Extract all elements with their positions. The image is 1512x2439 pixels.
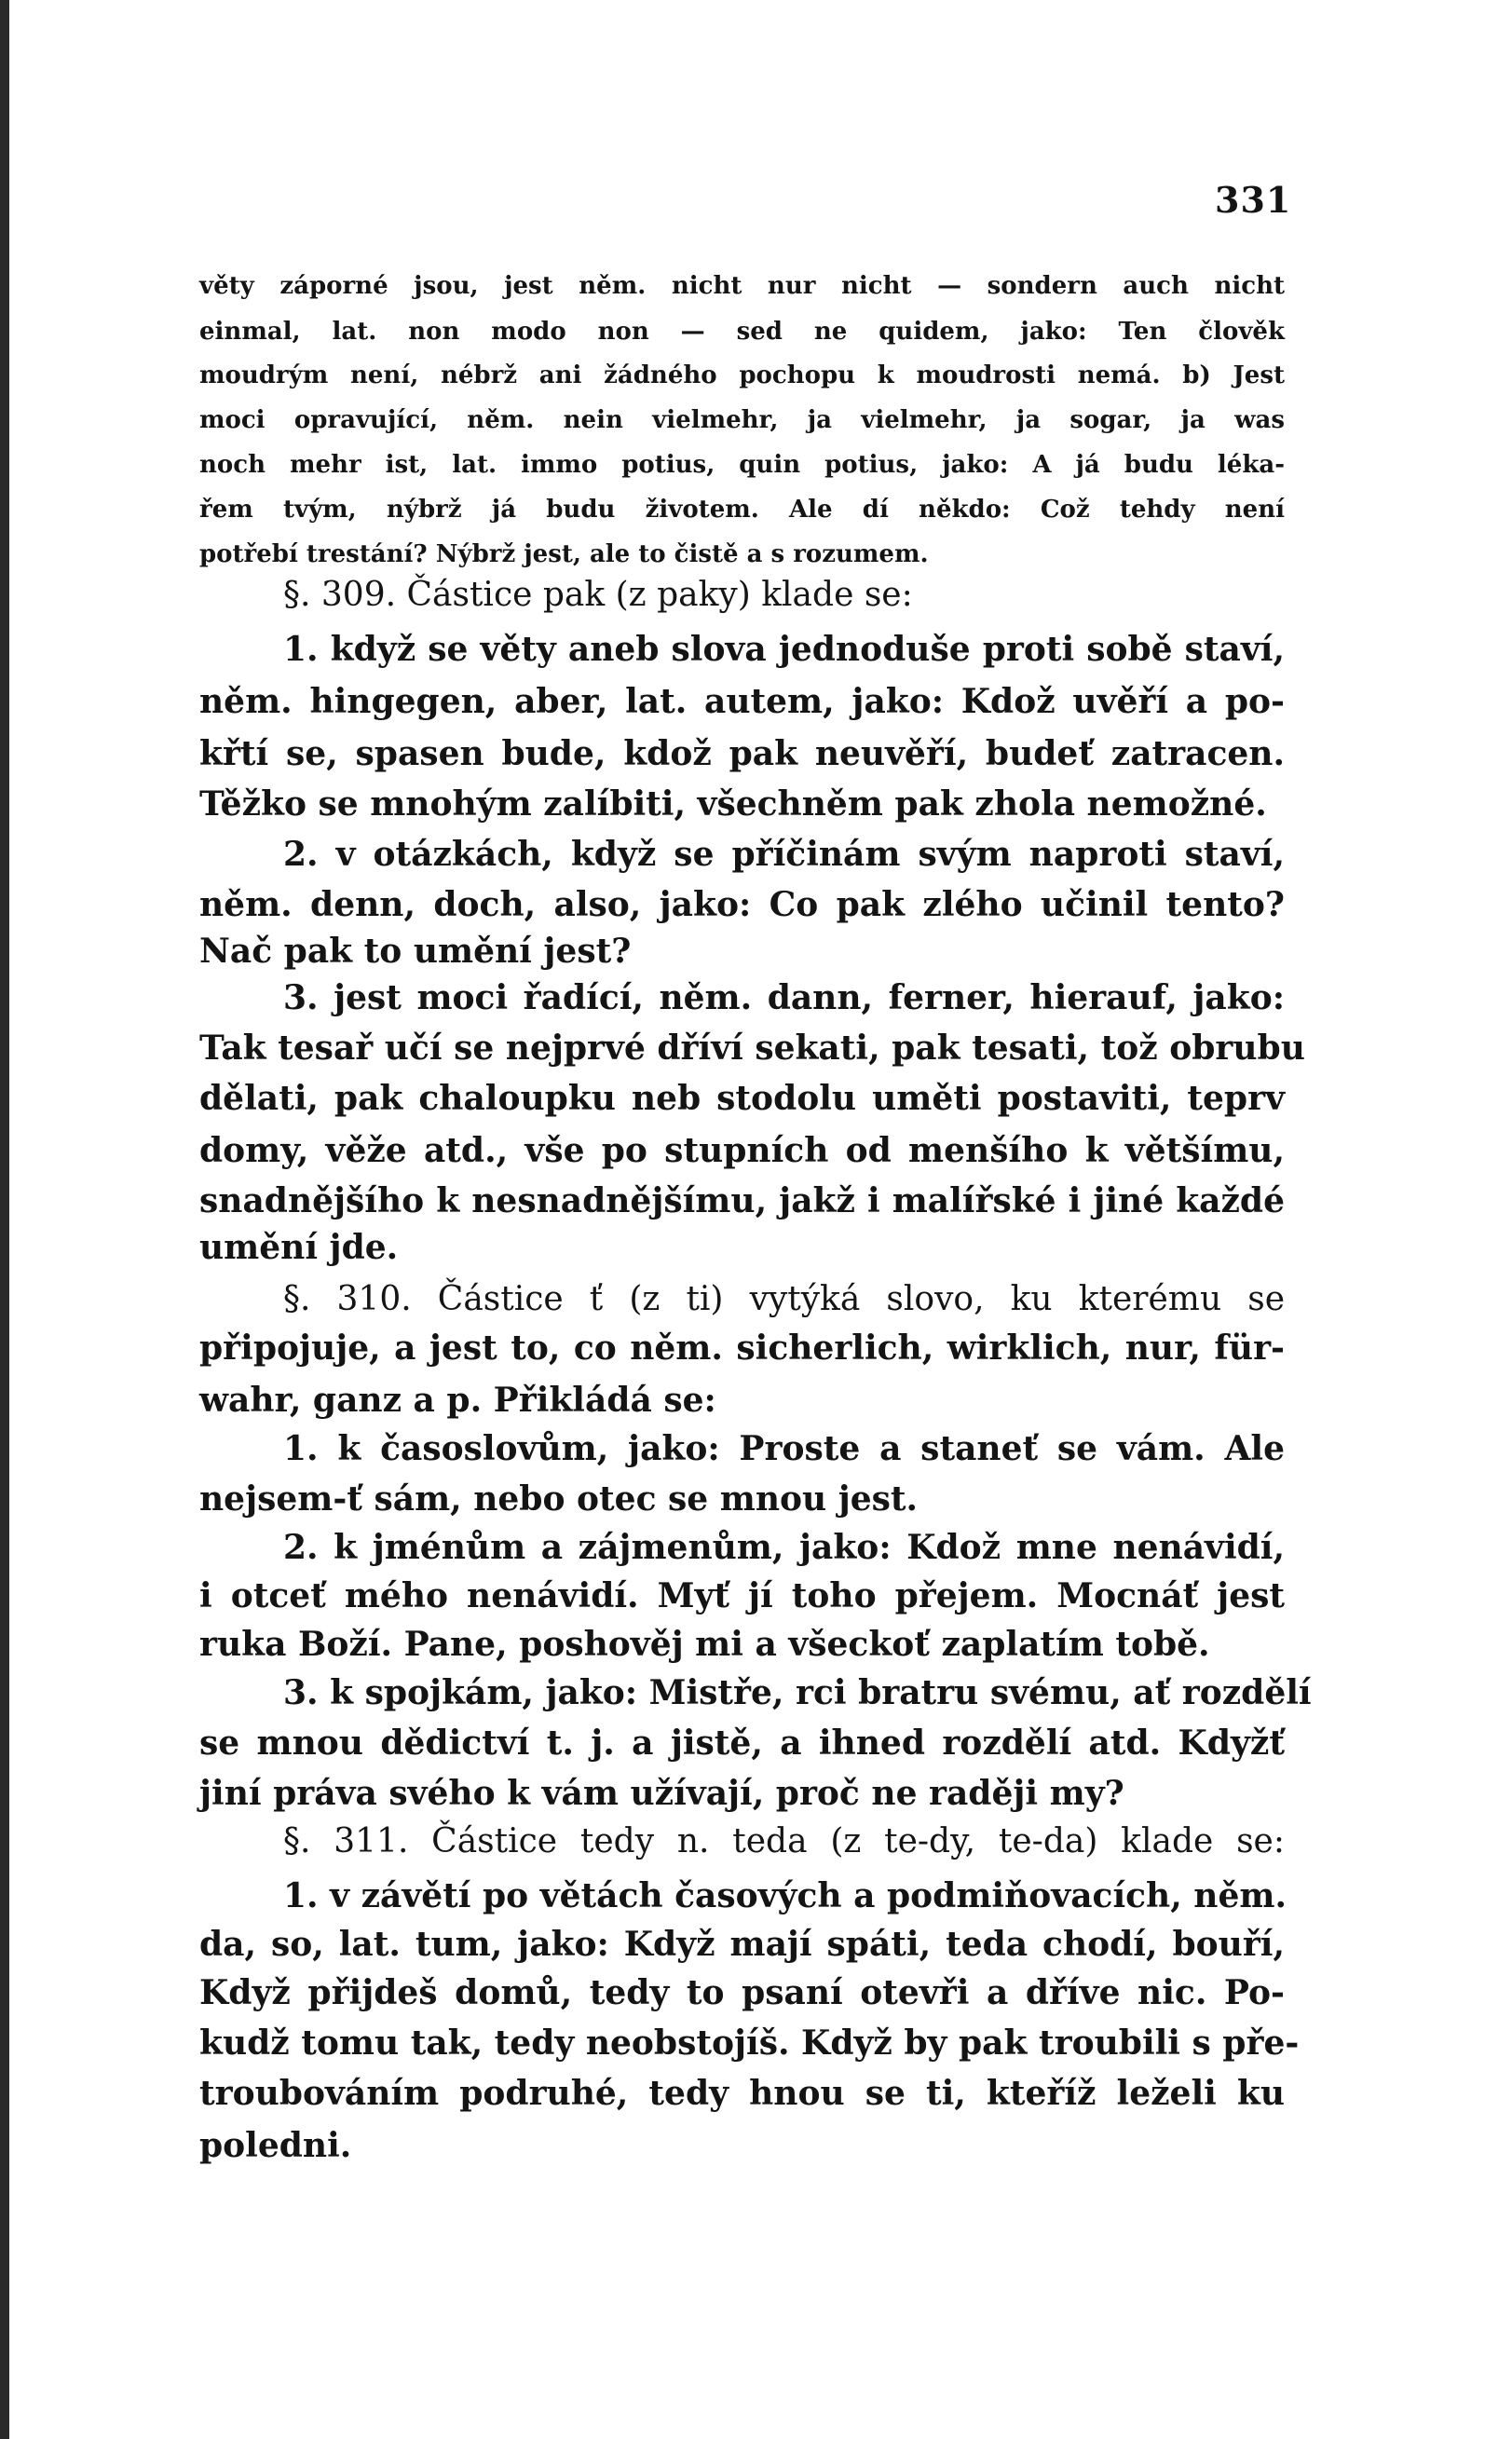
text-line: wahr, ganz a p. Přikládá se:: [199, 1381, 716, 1420]
text-line: noch mehr ist, lat. immo potius, quin potius, jako: A já budu léka-: [199, 451, 1285, 479]
text-line: 2. k jménům a zájmenům, jako: Kdož mne nenávidí,: [283, 1528, 1285, 1567]
text-line: einmal, lat. non modo non — sed ne quidem, jako: Ten člověk: [199, 318, 1285, 346]
text-line: se mnou dědictví t. j. a jistě, a ihned rozdělí atd. Kdyžť: [199, 1724, 1285, 1763]
text-line: da, so, lat. tum, jako: Když mají spáti, teda chodí, bouří,: [199, 1925, 1285, 1964]
text-line: řem tvým, nýbrž já budu životem. Ale dí někdo: Což tehdy není: [199, 496, 1285, 524]
text-line: domy, věže atd., vše po stupních od menšího k většímu,: [199, 1131, 1285, 1170]
section-heading-310: §. 310. Částice ť (z ti) vytýká slovo, ku kterému se: [283, 1280, 1285, 1318]
text-line: 3. k spojkám, jako: Mistře, rci bratru svému, ať rozdělí: [283, 1673, 1312, 1712]
text-line: Těžko se mnohým zalíbiti, všechněm pak zhola nemožné.: [199, 784, 1267, 824]
text-line: troubováním podruhé, tedy hnou se ti, kteříž leželi ku: [199, 2074, 1285, 2113]
text-line: 1. k časoslovům, jako: Proste a staneť se vám. Ale: [283, 1429, 1285, 1468]
section-heading-309: §. 309. Částice pak (z paky) klade se:: [283, 576, 913, 614]
section-heading-311: §. 311. Částice tedy n. teda (z te-dy, te-da) klade se:: [283, 1822, 1285, 1860]
text-line: křtí se, spasen bude, kdož pak neuvěří, budeť zatracen.: [199, 734, 1285, 773]
text-line: snadnějšího k nesnadnějšímu, jakž i malířské i jiné každé: [199, 1181, 1285, 1220]
text-line: ruka Boží. Pane, poshověj mi a všeckoť zaplatím tobě.: [199, 1625, 1210, 1664]
text-line: moci opravující, něm. nein vielmehr, ja vielmehr, ja sogar, ja was: [199, 406, 1285, 434]
text-line: něm. hingegen, aber, lat. autem, jako: Kdož uvěří a po-: [199, 682, 1285, 721]
text-line: 1. když se věty aneb slova jednoduše proti sobě staví,: [283, 630, 1285, 669]
text-line: poledni.: [199, 2126, 352, 2165]
text-line: 1. v závětí po větách časových a podmiňovacích, něm.: [283, 1876, 1287, 1915]
text-line: věty záporné jsou, jest něm. nicht nur nicht — sondern auch nicht: [199, 272, 1285, 300]
text-line: připojuje, a jest to, co něm. sicherlich, wirklich, nur, für-: [199, 1329, 1285, 1368]
text-line: 2. v otázkách, když se příčinám svým naproti staví,: [283, 835, 1285, 874]
text-line: 3. jest moci řadící, něm. dann, ferner, hierauf, jako:: [283, 978, 1285, 1017]
text-line: jiní práva svého k vám užívají, proč ne raději my?: [199, 1774, 1124, 1813]
text-line: i otceť mého nenávidí. Myť jí toho přejem. Mocnáť jest: [199, 1576, 1285, 1615]
scan-edge: [0, 0, 9, 2439]
text-line: kudž tomu tak, tedy neobstojíš. Když by pak troubili s pře-: [199, 2023, 1300, 2063]
page-number: 331: [1215, 179, 1292, 221]
text-line: Tak tesař učí se nejprvé dříví sekati, pak tesati, tož obrubu: [199, 1029, 1305, 1068]
text-line: nejsem-ť sám, nebo otec se mnou jest.: [199, 1479, 919, 1519]
text-line: Nač pak to umění jest?: [199, 932, 632, 971]
text-line: Když přijdeš domů, tedy to psaní otevři a dříve nic. Po-: [199, 1973, 1285, 2012]
text-line: moudrým není, nébrž ani žádného pochopu k moudrosti nemá. b) Jest: [199, 361, 1285, 389]
text-line: umění jde.: [199, 1228, 399, 1267]
text-line: něm. denn, doch, also, jako: Co pak zlého učinil tento?: [199, 885, 1285, 924]
text-line: potřebí trestání? Nýbrž jest, ale to čistě a s rozumem.: [199, 540, 929, 568]
text-line: dělati, pak chaloupku neb stodolu uměti postaviti, teprv: [199, 1079, 1285, 1118]
